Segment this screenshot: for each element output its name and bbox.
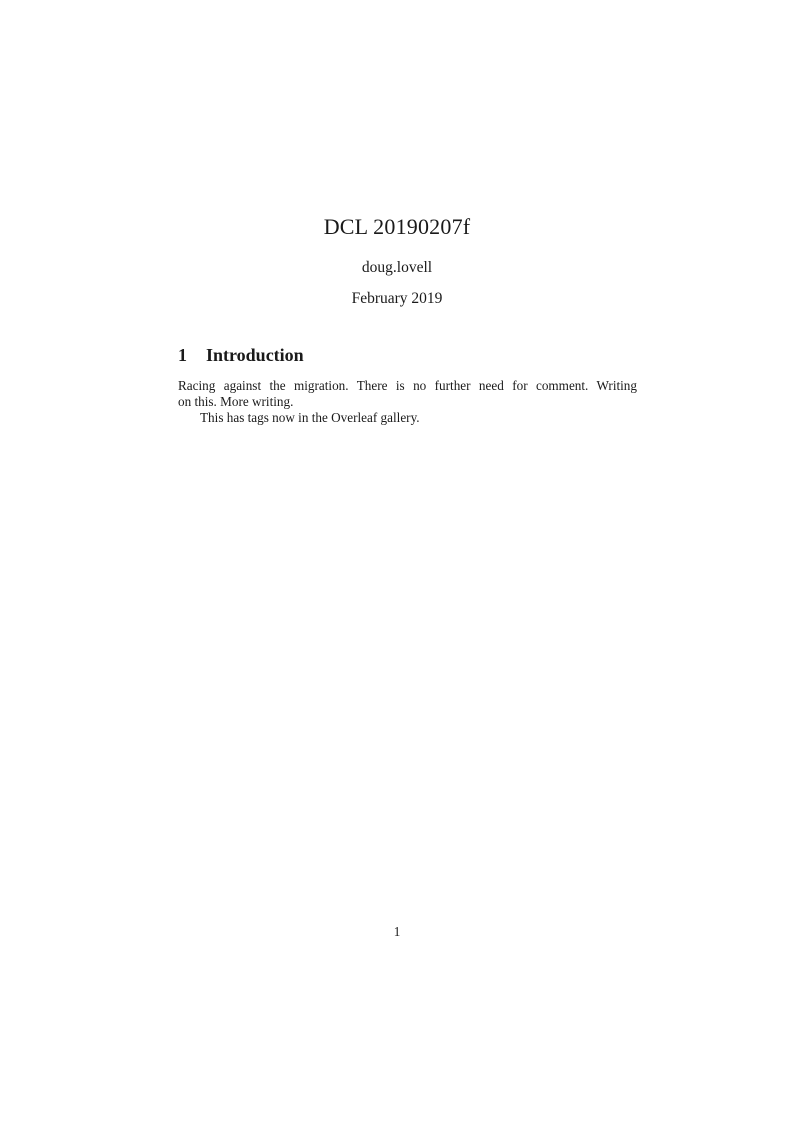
document-date: February 2019 [351, 290, 443, 307]
document-title: DCL 20190207f [323, 214, 471, 239]
page-number: 1 [393, 924, 401, 939]
section-number: 1 [178, 345, 187, 365]
body-line: Racing against the migration. There is no further need for comment. Writing [178, 378, 637, 393]
body-line: This has tags now in the Overleaf gallery. [200, 410, 420, 426]
section-heading [178, 345, 637, 366]
document-author: doug.lovell [361, 259, 433, 276]
body-line: on this. More writing. [178, 394, 294, 410]
body-paragraphs [178, 378, 637, 427]
section-title: Introduction [206, 345, 304, 365]
